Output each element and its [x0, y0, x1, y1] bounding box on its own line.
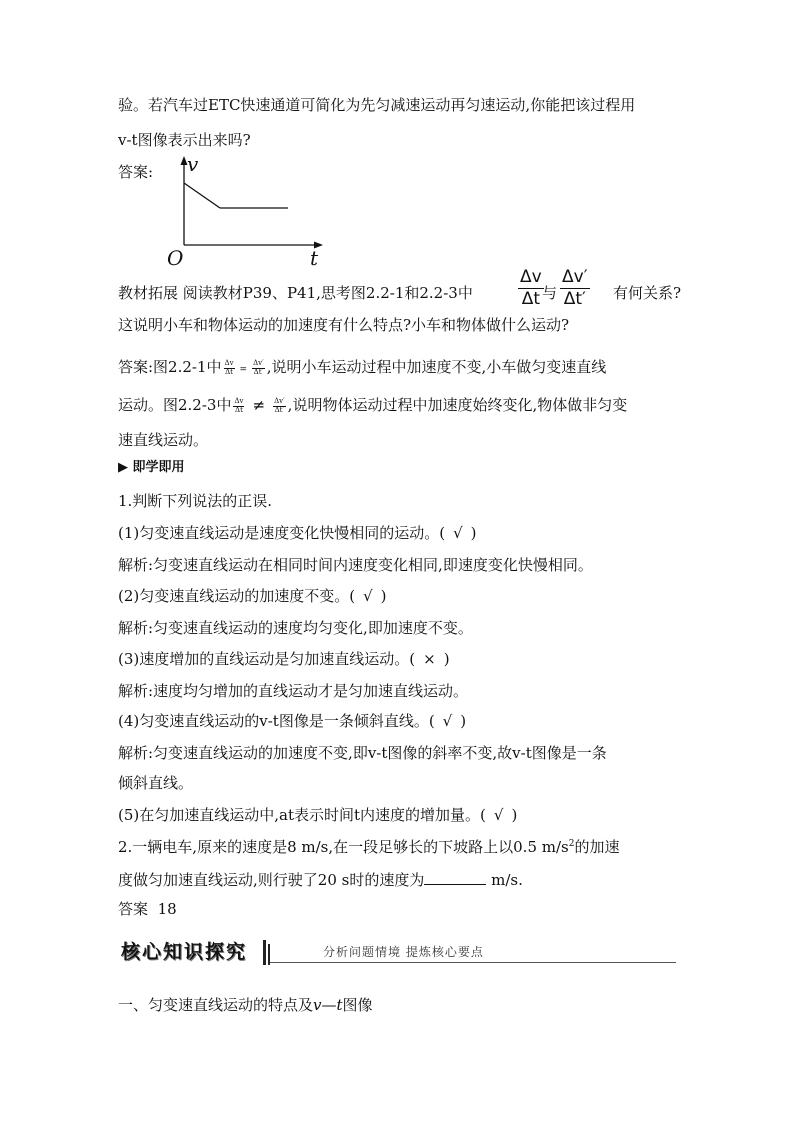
extension-line-1b: 有何关系?	[613, 284, 682, 302]
big-fraction-2-den: Δt′	[563, 289, 586, 310]
q1-item-4	[118, 712, 466, 730]
section-heading-tail: 图像	[342, 996, 373, 1014]
banner-divider-bar	[263, 940, 266, 965]
q1-item-5-close: )	[511, 806, 518, 824]
big-fraction-2	[560, 267, 590, 311]
y-axis-label: v	[187, 152, 199, 176]
small-fraction-b	[252, 360, 265, 376]
q2-line-2a: 度做匀加速直线运动,则行驶了20 s时的速度为	[118, 871, 425, 889]
small-fraction-d-den: Δt′	[274, 405, 285, 414]
q2-line-1b: 的加速	[574, 838, 620, 856]
small-fraction-d-num: Δv′	[274, 396, 285, 405]
q2-line-1	[118, 838, 620, 856]
q1-item-4-analysis-line-2: 倾斜直线。	[118, 774, 194, 792]
q1-item-2	[118, 587, 387, 605]
q2-line-2b: m/s.	[491, 871, 523, 889]
q1-item-1-mark: √	[453, 524, 463, 542]
ext-answer-l2-a: 运动。图2.2-3中	[118, 396, 232, 414]
small-fraction-b-num: Δv′	[253, 358, 264, 367]
q1-title: 1.判断下列说法的正误.	[118, 492, 273, 510]
q1-item-2-mark: √	[363, 587, 373, 605]
banner-subtitle: 分析问题情境 提炼核心要点	[323, 945, 484, 959]
q1-item-1-stmt: (1)匀变速直线运动是速度变化快慢相同的运动。(	[118, 524, 446, 542]
q1-item-2-stmt: (2)匀变速直线运动的加速度不变。(	[118, 587, 356, 605]
small-fraction-a	[224, 360, 235, 376]
q1-item-2-close: )	[380, 587, 387, 605]
big-fraction-2-num: Δv′	[560, 267, 590, 289]
q2-answer-value: 18	[157, 900, 177, 918]
q1-item-1	[118, 524, 477, 542]
q1-item-3-analysis: 解析:速度均匀增加的直线运动才是匀加速直线运动。	[118, 682, 469, 700]
section-label-text: 即学即用	[132, 460, 185, 475]
q2-answer	[118, 900, 177, 918]
small-fraction-a-num: Δv	[224, 358, 234, 367]
small-fraction-b-den: Δt′	[253, 367, 264, 376]
big-fraction-1-num: Δv	[518, 267, 544, 289]
big-fraction-1	[518, 267, 544, 311]
not-equal-sign: ≠	[252, 396, 266, 414]
extension-line-2: 这说明小车和物体运动的加速度有什么特点?小车和物体做什么运动?	[118, 316, 570, 334]
ext-answer-line-3: 速直线运动。	[118, 431, 209, 449]
q2-superscript: 2	[568, 839, 575, 849]
vt-graph	[160, 150, 330, 270]
x-axis-label: t	[310, 246, 319, 270]
q1-item-4-analysis-line-1: 解析:匀变速直线运动的加速度不变,即v-t图像的斜率不变,故v-t图像是一条	[118, 744, 607, 762]
section-heading-v: v	[313, 996, 322, 1014]
intro-line-1: 验。若汽车过ETC快速通道可简化为先匀减速运动再匀速运动,你能把该过程用	[118, 96, 636, 114]
ext-answer-line-2	[118, 396, 627, 414]
vt-line-decelerate	[184, 183, 220, 208]
banner-underline	[270, 962, 676, 963]
play-circle-icon: ▶	[118, 460, 128, 475]
answer-label: 答案:	[118, 163, 154, 181]
q1-item-3-stmt: (3)速度增加的直线运动是匀加速直线运动。(	[118, 650, 416, 668]
extension-connector: 与	[542, 284, 558, 302]
section-heading	[118, 996, 373, 1014]
q1-item-3-mark: ×	[423, 650, 436, 668]
section-heading-dash: —	[321, 996, 337, 1014]
q1-item-4-close: )	[460, 712, 467, 730]
q2-line-2	[118, 870, 523, 889]
q1-item-5	[118, 806, 517, 824]
q1-item-1-analysis: 解析:匀变速直线运动在相同时间内速度变化相同,即速度变化快慢相同。	[118, 556, 593, 574]
answer-blank	[424, 870, 486, 885]
small-fraction-d	[273, 398, 286, 414]
q1-item-3	[118, 650, 450, 668]
small-fraction-c-num: Δv	[234, 396, 244, 405]
section-heading-text: 一、匀变速直线运动的特点及	[118, 996, 314, 1014]
banner-title: 核心知识探究	[121, 941, 248, 963]
q1-item-3-close: )	[443, 650, 450, 668]
extension-line-1a: 教材拓展 阅读教材P39、P41,思考图2.2-1和2.2-3中	[118, 284, 473, 302]
q2-answer-label: 答案	[118, 900, 149, 918]
small-fraction-a-den: Δt	[225, 367, 233, 376]
ext-answer-l2-b: ,说明物体运动过程中加速度始终变化,物体做非匀变	[287, 396, 628, 414]
small-fraction-c	[233, 398, 244, 414]
q1-item-1-close: )	[470, 524, 477, 542]
q1-item-5-stmt: (5)在匀加速直线运动中,at表示时间t内速度的增加量。(	[118, 806, 486, 824]
ext-answer-l1-a: 答案:图2.2-1中	[118, 358, 222, 376]
origin-label: O	[167, 246, 184, 270]
intro-line-2: v-t图像表示出来吗?	[118, 131, 251, 149]
section-heading-t: t	[336, 996, 343, 1014]
q1-item-4-mark: √	[442, 712, 453, 730]
q2-line-1a: 2.一辆电车,原来的速度是8 m/s,在一段足够长的下坡路上以0.5 m/s	[118, 838, 569, 856]
q1-item-2-analysis: 解析:匀变速直线运动的速度均匀变化,即加速度不变。	[118, 619, 473, 637]
small-fraction-c-den: Δt	[235, 405, 243, 414]
ext-answer-line-1	[118, 358, 606, 376]
equals-sign: =	[239, 365, 248, 375]
q1-item-4-stmt: (4)匀变速直线运动的v-t图像是一条倾斜直线。(	[118, 712, 435, 730]
q1-item-5-mark: √	[493, 806, 504, 824]
ext-answer-l1-b: ,说明小车运动过程中加速度不变,小车做匀变速直线	[266, 358, 607, 376]
section-label	[118, 460, 185, 476]
big-fraction-1-den: Δt	[521, 289, 540, 310]
